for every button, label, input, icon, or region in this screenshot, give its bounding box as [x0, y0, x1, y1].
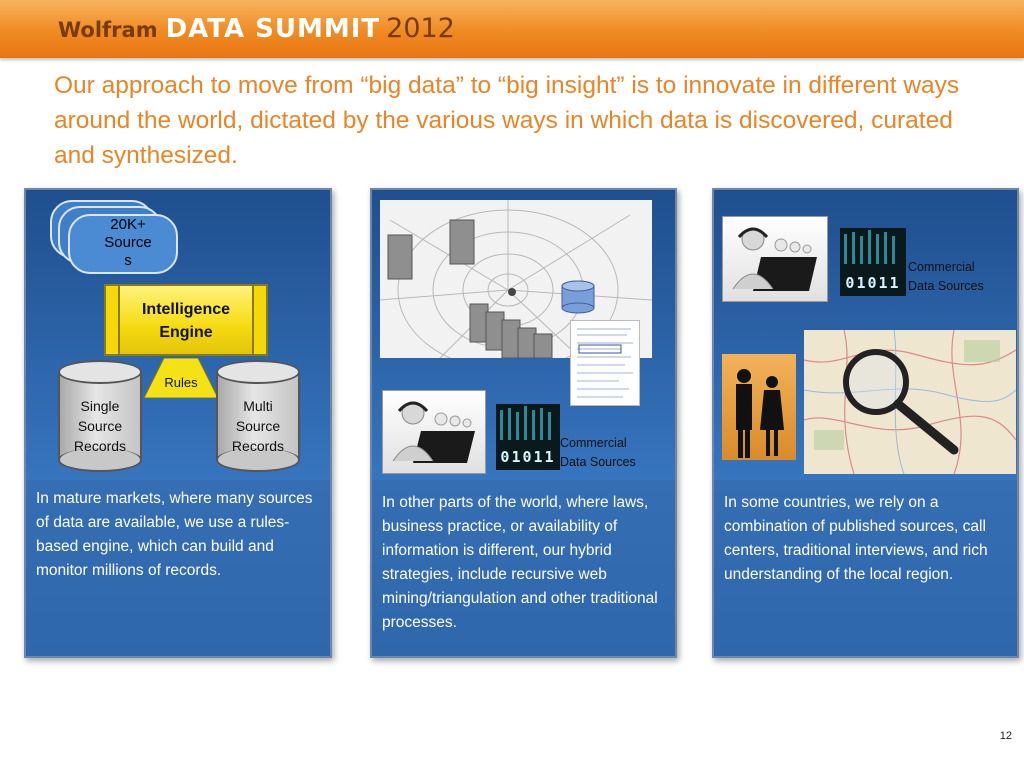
commercial-data-sources-label: Commercial Data Sources: [908, 260, 984, 293]
brand-title: DATA SUMMIT: [165, 14, 381, 44]
page-number: 12: [999, 730, 1012, 742]
multi-source-cylinder: [216, 360, 300, 472]
sources-label: 20K+ Source s: [104, 216, 152, 269]
intelligence-engine-box: [104, 284, 268, 356]
panel-description: In other parts of the world, where laws, business practice, or availability of information is different, our hybrid strategies, include recursive web mining/triangulation and other traditional processes.: [382, 494, 658, 631]
panel-local-sources: [712, 188, 1019, 658]
document-page-illustration: [570, 320, 640, 406]
commercial-data-sources-label: Commercial Data Sources: [560, 436, 636, 469]
header-banner: [0, 0, 1024, 58]
intelligence-engine-label: Intelligence Engine: [141, 301, 231, 341]
brand-wolfram: Wolfram: [58, 18, 158, 42]
single-source-cylinder: [58, 360, 142, 472]
panel-description: In some countries, we rely on a combination of published sources, call centers, traditional interviews, and rich understanding of the local region.: [724, 494, 988, 583]
map-magnifier-image: [804, 330, 1016, 474]
rules-label: Rules: [164, 375, 198, 390]
single-source-label: Single Source Records: [73, 398, 127, 454]
binary-code-text: 01011: [500, 448, 556, 466]
call-center-agent-image: [722, 216, 828, 302]
call-center-agent-image: [382, 390, 486, 474]
slide-headline: Our approach to move from “big data” to “big insight” is to innovate in different ways around the world, dictated by the various ways in which data is discovered, curated and synthesized.: [54, 72, 960, 169]
binary-data-image: [496, 404, 560, 470]
panel-hybrid-strategies: [370, 188, 677, 658]
binary-data-image: [840, 228, 906, 296]
people-talking-image: [722, 354, 796, 460]
brand-year: 2012: [386, 13, 455, 44]
binary-code-text: 01011: [845, 274, 901, 292]
rules-shape: [144, 358, 218, 398]
brand-logo: [58, 13, 455, 47]
panel-mature-markets: [24, 188, 332, 658]
panel-description: In mature markets, where many sources of data are available, we use a rules-based engine, which can build and monitor millions of records.: [36, 490, 313, 579]
multi-source-label: Multi Source Records: [231, 398, 285, 454]
